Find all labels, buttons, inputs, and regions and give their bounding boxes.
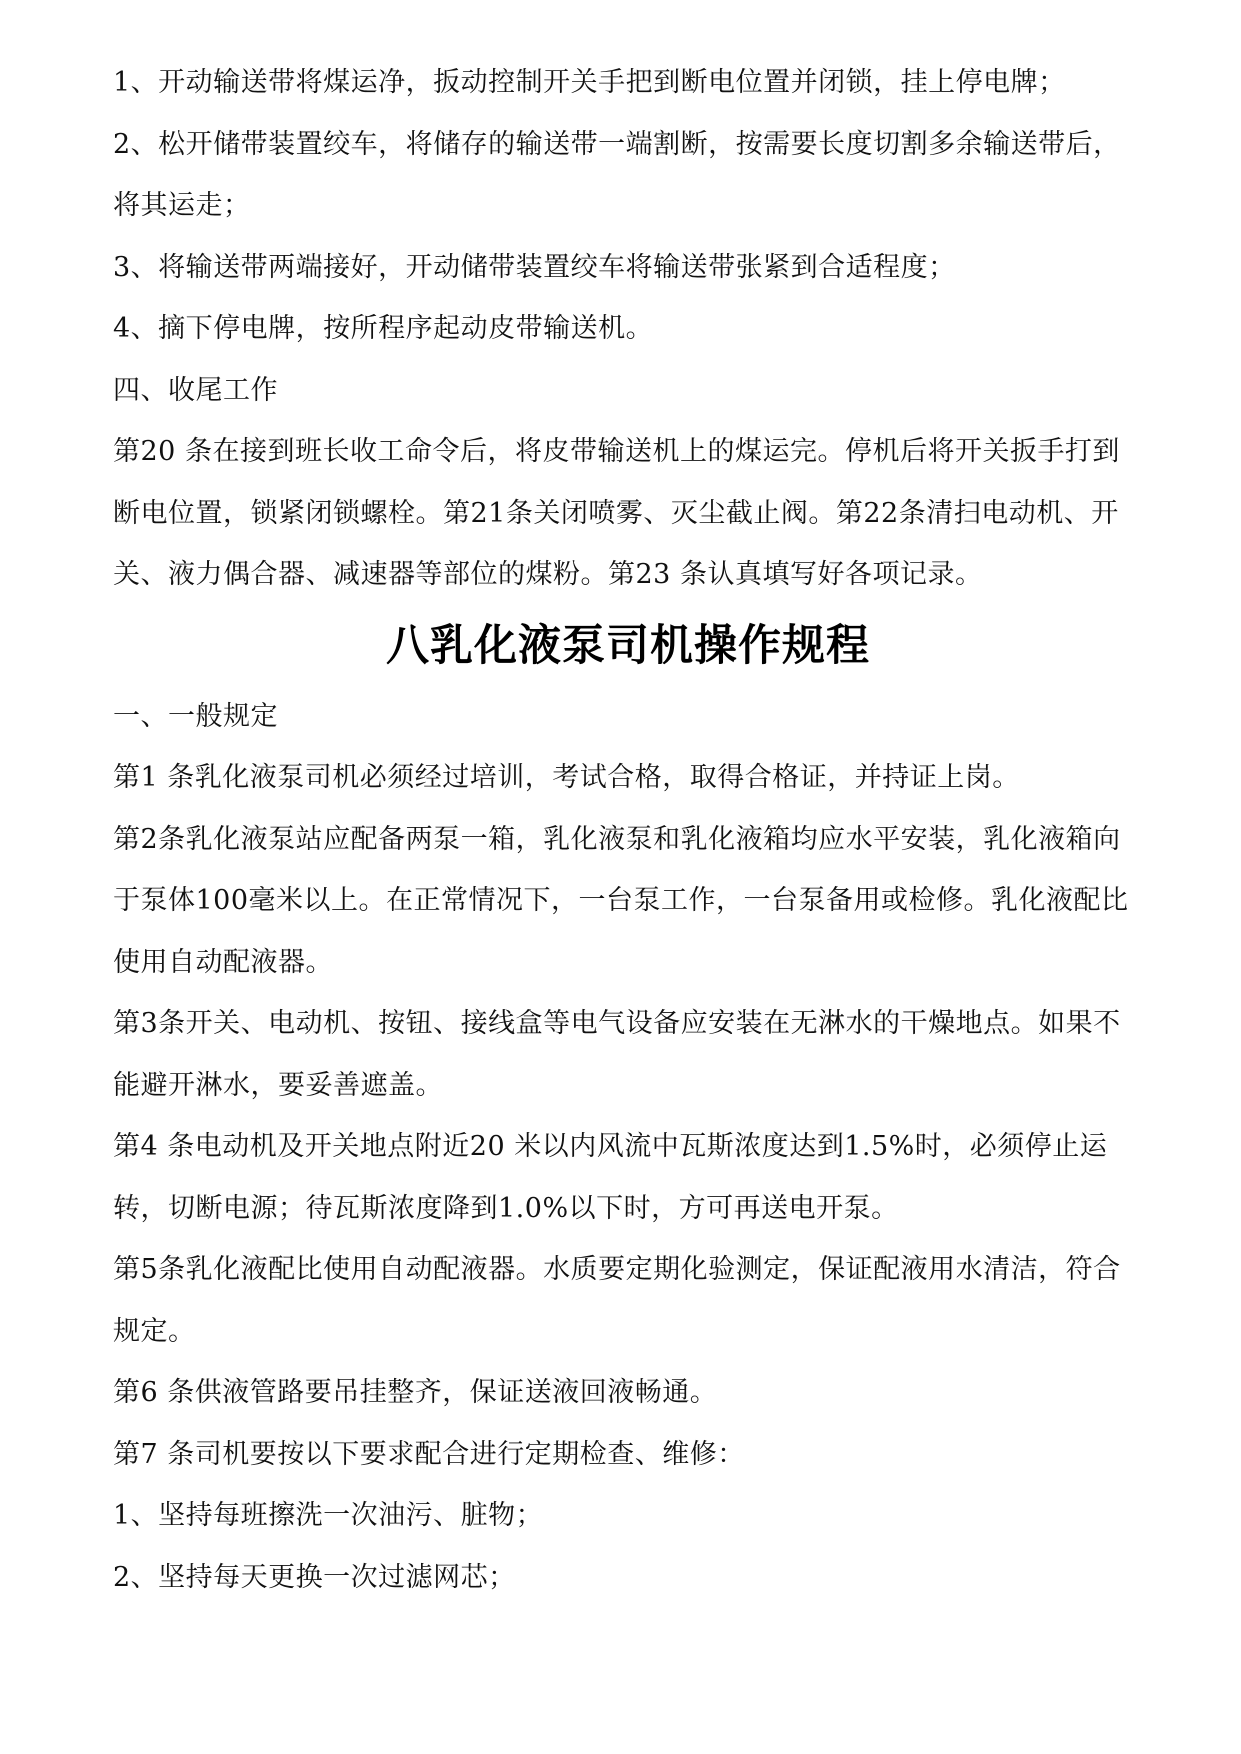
paragraph-article-1: 第1 条乳化液泵司机必须经过培训，考试合格，取得合格证，并持证上岗。: [113, 762, 1020, 793]
paragraph-article-5: 第5条乳化液配比使用自动配液器。水质要定期化验测定，保证配液用水清洁，符合规定。: [113, 1254, 1121, 1347]
paragraph-article-7: 第7 条司机要按以下要求配合进行定期检查、维修：: [113, 1438, 745, 1470]
paragraph-step-4: 4、摘下停电牌，按所程序起动皮带输送机。: [113, 313, 654, 344]
paragraph-article-3: 第3条开关、电动机、按钮、接线盒等电气设备应安装在无淋水的干燥地点。如果不能避开淋水，要妥善遮盖。: [113, 1008, 1121, 1101]
document-body: [113, 52, 1143, 1608]
section-heading-finishing-work: 四、收尾工作: [113, 374, 278, 406]
section-heading-general-rules: 一、一般规定: [113, 700, 278, 732]
paragraph-article-4: 第4 条电动机及开关地点附近20 米以内风流中瓦斯浓度达到1.5%时，必须停止运转，切断电源；待瓦斯浓度降到1.0%以下时，方可再送电开泵。: [113, 1131, 1108, 1224]
paragraph-article-2: 第2条乳化液泵站应配备两泵一箱，乳化液泵和乳化液箱均应水平安装，乳化液箱向于泵体100毫米以上。在正常情况下，一台泵工作，一台泵备用或检修。乳化液配比使用自动配液器。: [113, 823, 1129, 978]
paragraph-step-1: 1、开动输送带将煤运净，扳动控制开关手把到断电位置并闭锁，挂上停电牌；: [113, 67, 1066, 98]
list-item-replace-filter: 2、坚持每天更换一次过滤网芯；: [113, 1561, 516, 1593]
document-title: 八乳化液泵司机操作规程: [386, 620, 870, 671]
paragraph-article-6: 第6 条供液管路要吊挂整齐，保证送液回液畅通。: [113, 1377, 718, 1408]
paragraph-step-2: 2、松开储带装置绞车，将储存的输送带一端割断，按需要长度切割多余输送带后，将其运走；: [113, 128, 1121, 221]
paragraph-step-3: 3、将输送带两端接好，开动储带装置绞车将输送带张紧到合适程度；: [113, 251, 956, 283]
paragraph-articles-20-23: 第20 条在接到班长收工命令后，将皮带输送机上的煤运完。停机后将开关扳手打到断电位置，锁紧闭锁螺栓。第21条关闭喷雾、灭尘截止阀。第22条清扫电动机、开关、液力偶合器、减速器等部位的煤粉。第23 条认真填写好各项记录。: [113, 436, 1120, 590]
list-item-clean-daily: 1、坚持每班擦洗一次油污、脏物；: [113, 1500, 544, 1531]
